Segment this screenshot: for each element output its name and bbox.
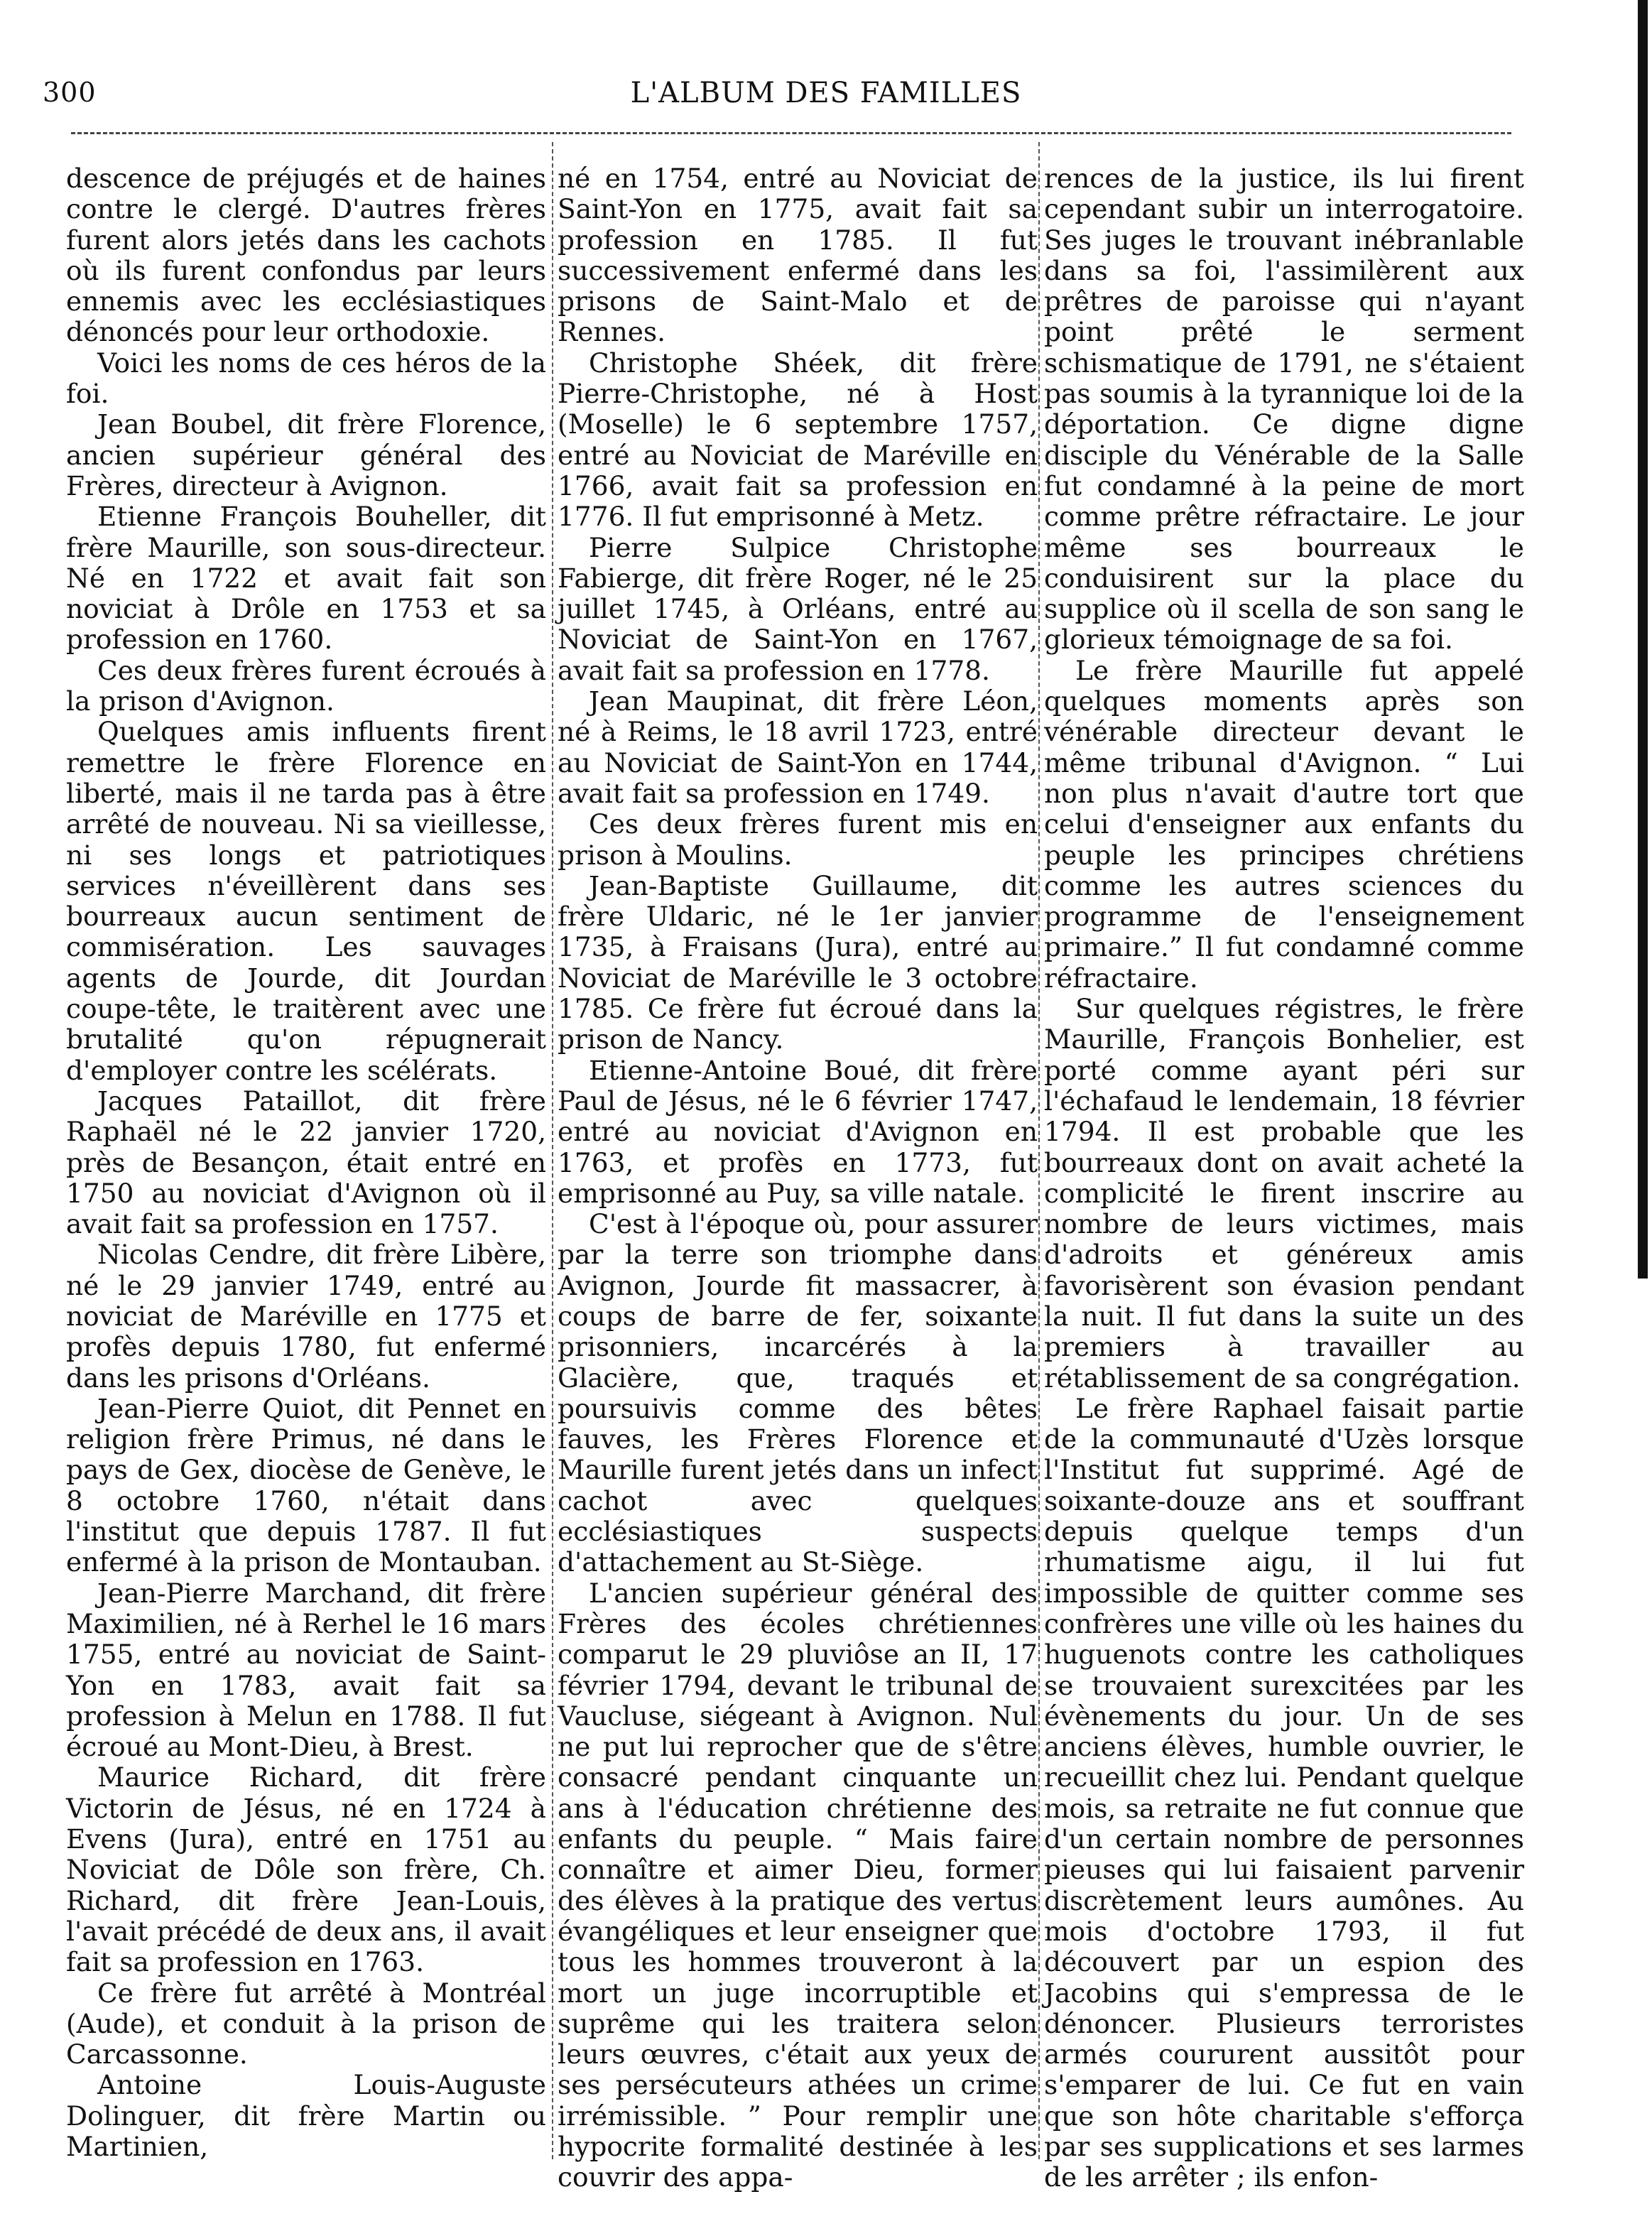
- paragraph: Jean Maupinat, dit frère Léon, né à Reims, le 18 avril 1723, entré au Noviciat de Saint-Yon en 1744, avait fait sa profession en 1749.: [558, 685, 1038, 809]
- page-edge-bar: [1638, 0, 1648, 1279]
- page-number: 300: [43, 77, 97, 108]
- column-divider: [552, 142, 553, 2159]
- paragraph: rences de la justice, ils lui firent cependant subir un interrogatoire. Ses juges le trouvant inébranlable dans sa foi, l'assimilèrent aux prêtres de paroisse qui n'ayant point prêté le serment schismatique de 1791, ne s'étaient pas soumis à la tyrannique loi de la déportation. Ce digne digne disciple du Vénérable de la Salle fut condamné à la peine de mort comme prêtre réfractaire. Le jour même ses bourreaux le conduisirent sur la place du supplice où il scella de son sang le glorieux témoignage de sa foi.: [1044, 163, 1524, 656]
- paragraph: Ces deux frères furent écroués à la prison d'Avignon.: [66, 654, 546, 717]
- paragraph: Maurice Richard, dit frère Victorin de Jésus, né en 1724 à Evens (Jura), entré en 1751 au Noviciat de Dôle son frère, Ch. Richard, dit frère Jean-Louis, l'avait précédé de deux ans, il avait fait sa profession en 1763.: [66, 1762, 546, 1978]
- paragraph: Le frère Maurille fut appelé quelques moments après son vénérable directeur devant le même tribunal d'Avignon. “ Lui non plus n'avait d'autre tort que celui d'enseigner aux enfants du peuple les principes chrétiens comme les autres sciences du programme de l'enseignement primaire.” Il fut condamné comme réfractaire.: [1044, 654, 1524, 994]
- header-rule: [71, 132, 1511, 134]
- paragraph: Jean-Pierre Marchand, dit frère Maximilien, né à Rerhel le 16 mars 1755, entré au noviciat de Saint-Yon en 1783, avait fait sa profession à Melun en 1788. Il fut écroué au Mont-Dieu, à Brest.: [66, 1577, 546, 1763]
- paragraph: Voici les noms de ces héros de la foi.: [66, 347, 546, 410]
- paragraph: Jacques Pataillot, dit frère Raphaël né le 22 janvier 1720, près de Besançon, était entré en 1750 au noviciat d'Avignon où il avait fait sa profession en 1757.: [66, 1085, 546, 1240]
- paragraph: Antoine Louis-Auguste Dolinguer, dit frère Martin ou Martinien,: [66, 2069, 546, 2162]
- paragraph: Christophe Shéek, dit frère Pierre-Christophe, né à Host (Moselle) le 6 septembre 1757, entré au Noviciat de Maréville en 1766, avait fait sa profession en 1776. Il fut emprisonné à Metz.: [558, 347, 1038, 533]
- paragraph: né en 1754, entré au Noviciat de Saint-Yon en 1775, avait fait sa profession en 1785. Il fut successivement enfermé dans les prisons de Saint-Malo et de Rennes.: [558, 163, 1038, 348]
- paragraph: Quelques amis influents firent remettre le frère Florence en liberté, mais il ne tarda pas à être arrêté de nouveau. Ni sa vieillesse, ni ses longs et patriotiques services n'éveillèrent dans ses bourreaux aucun sentiment de commisération. Les sauvages agents de Jourde, dit Jourdan coupe-tête, le traitèrent avec une brutalité qu'on répugnerait d'employer contre les scélérats.: [66, 716, 546, 1086]
- paragraph: Ces deux frères furent mis en prison à Moulins.: [558, 808, 1038, 871]
- paragraph: Etienne-Antoine Boué, dit frère Paul de Jésus, né le 6 février 1747, entré au noviciat d'Avignon en 1763, et profès en 1773, fut emprisonné au Puy, sa ville natale.: [558, 1054, 1038, 1209]
- running-title: L'ALBUM DES FAMILLES: [630, 77, 1022, 109]
- paragraph: Etienne François Bouheller, dit frère Maurille, son sous-directeur. Né en 1722 et avait fait son noviciat à Drôle en 1753 et sa profession en 1760.: [66, 501, 546, 656]
- text-column-right: [1044, 163, 1524, 2193]
- paragraph: Jean-Pierre Quiot, dit Pennet en religion frère Primus, né dans le pays de Gex, diocèse de Genève, le 8 octobre 1760, n'était dans l'institut que depuis 1787. Il fut enfermé à la prison de Montauban.: [66, 1392, 546, 1578]
- paragraph: Jean Boubel, dit frère Florence, ancien supérieur général des Frères, directeur à Avignon.: [66, 408, 546, 501]
- paragraph: Nicolas Cendre, dit frère Libère, né le 29 janvier 1749, entré au noviciat de Maréville en 1775 et profès depuis 1780, fut enfermé dans les prisons d'Orléans.: [66, 1239, 546, 1394]
- paragraph: Le frère Raphael faisait partie de la communauté d'Uzès lorsque l'Institut fut supprimé. Agé de soixante-douze ans et souffrant depuis quelque temps d'un rhumatisme aigu, il lui fut impossible de quitter comme ses confrères une ville où les haines du huguenots contre les catholiques se trouvaient surexcitées par les évènements du jour. Un de ses anciens élèves, humble ouvrier, le recueillit chez lui. Pendant quelque mois, sa retraite ne fut connue que d'un certain nombre de personnes pieuses qui lui faisaient parvenir discrètement leurs aumônes. Au mois d'octobre 1793, il fut découvert par un espion des Jacobins qui s'empressa de le dénoncer. Plusieurs terroristes armés coururent aussitôt pour s'emparer de lui. Ce fut en vain que son hôte charitable s'efforça par ses supplications et ses larmes de les arrêter ; ils enfon-: [1044, 1392, 1524, 2193]
- paragraph: L'ancien supérieur général des Frères des écoles chrétiennes comparut le 29 pluviôse an II, 17 février 1794, devant le tribunal de Vaucluse, siégeant à Avignon. Nul ne put lui reprocher que de s'être consacré pendant cinquante un ans à l'éducation chrétienne des enfants du peuple. “ Mais faire connaître et aimer Dieu, former des élèves à la pratique des vertus évangéliques et leur enseigner que tous les hommes trouveront à la mort un juge incorruptible et suprême qui les traitera selon leurs œuvres, c'était aux yeux de ses persécuteurs athées un crime irrémissible. ” Pour remplir une hypocrite formalité destinée à les couvrir des appa-: [558, 1577, 1038, 2193]
- column-divider: [1038, 142, 1040, 2159]
- paragraph: C'est à l'époque où, pour assurer par la terre son triomphe dans Avignon, Jourde fit massacrer, à coups de barre de fer, soixante prisonniers, incarcérés à la Glacière, que, traqués et poursuivis comme des bêtes fauves, les Frères Florence et Maurille furent jetés dans un infect cachot avec quelques ecclésiastiques suspects d'attachement au St-Siège.: [558, 1208, 1038, 1578]
- paragraph: descence de préjugés et de haines contre le clergé. D'autres frères furent alors jetés dans les cachots où ils furent confondus par leurs ennemis avec les ecclésiastiques dénoncés pour leur orthodoxie.: [66, 163, 546, 348]
- paragraph: Ce frère fut arrêté à Montréal (Aude), et conduit à la prison de Carcassonne.: [66, 1977, 546, 2070]
- paragraph: Jean-Baptiste Guillaume, dit frère Uldaric, né le 1er janvier 1735, à Fraisans (Jura), entré au Noviciat de Maréville le 3 octobre 1785. Ce frère fut écroué dans la prison de Nancy.: [558, 869, 1038, 1055]
- text-column-middle: [558, 163, 1038, 2193]
- paragraph: Pierre Sulpice Christophe Fabierge, dit frère Roger, né le 25 juillet 1745, à Orléans, entré au Noviciat de Saint-Yon en 1767, avait fait sa profession en 1778.: [558, 531, 1038, 686]
- page-header: [0, 77, 1652, 119]
- text-column-left: [66, 163, 546, 2162]
- paragraph: Sur quelques régistres, le frère Maurille, François Bonhelier, est porté comme ayant péri sur l'échafaud le lendemain, 18 février 1794. Il est probable que les bourreaux dont on avait acheté la complicité le firent inscrire au nombre de leurs victimes, mais d'adroits et généreux amis favorisèrent son évasion pendant la nuit. Il fut dans la suite un des premiers à travailler au rétablissement de sa congrégation.: [1044, 993, 1524, 1394]
